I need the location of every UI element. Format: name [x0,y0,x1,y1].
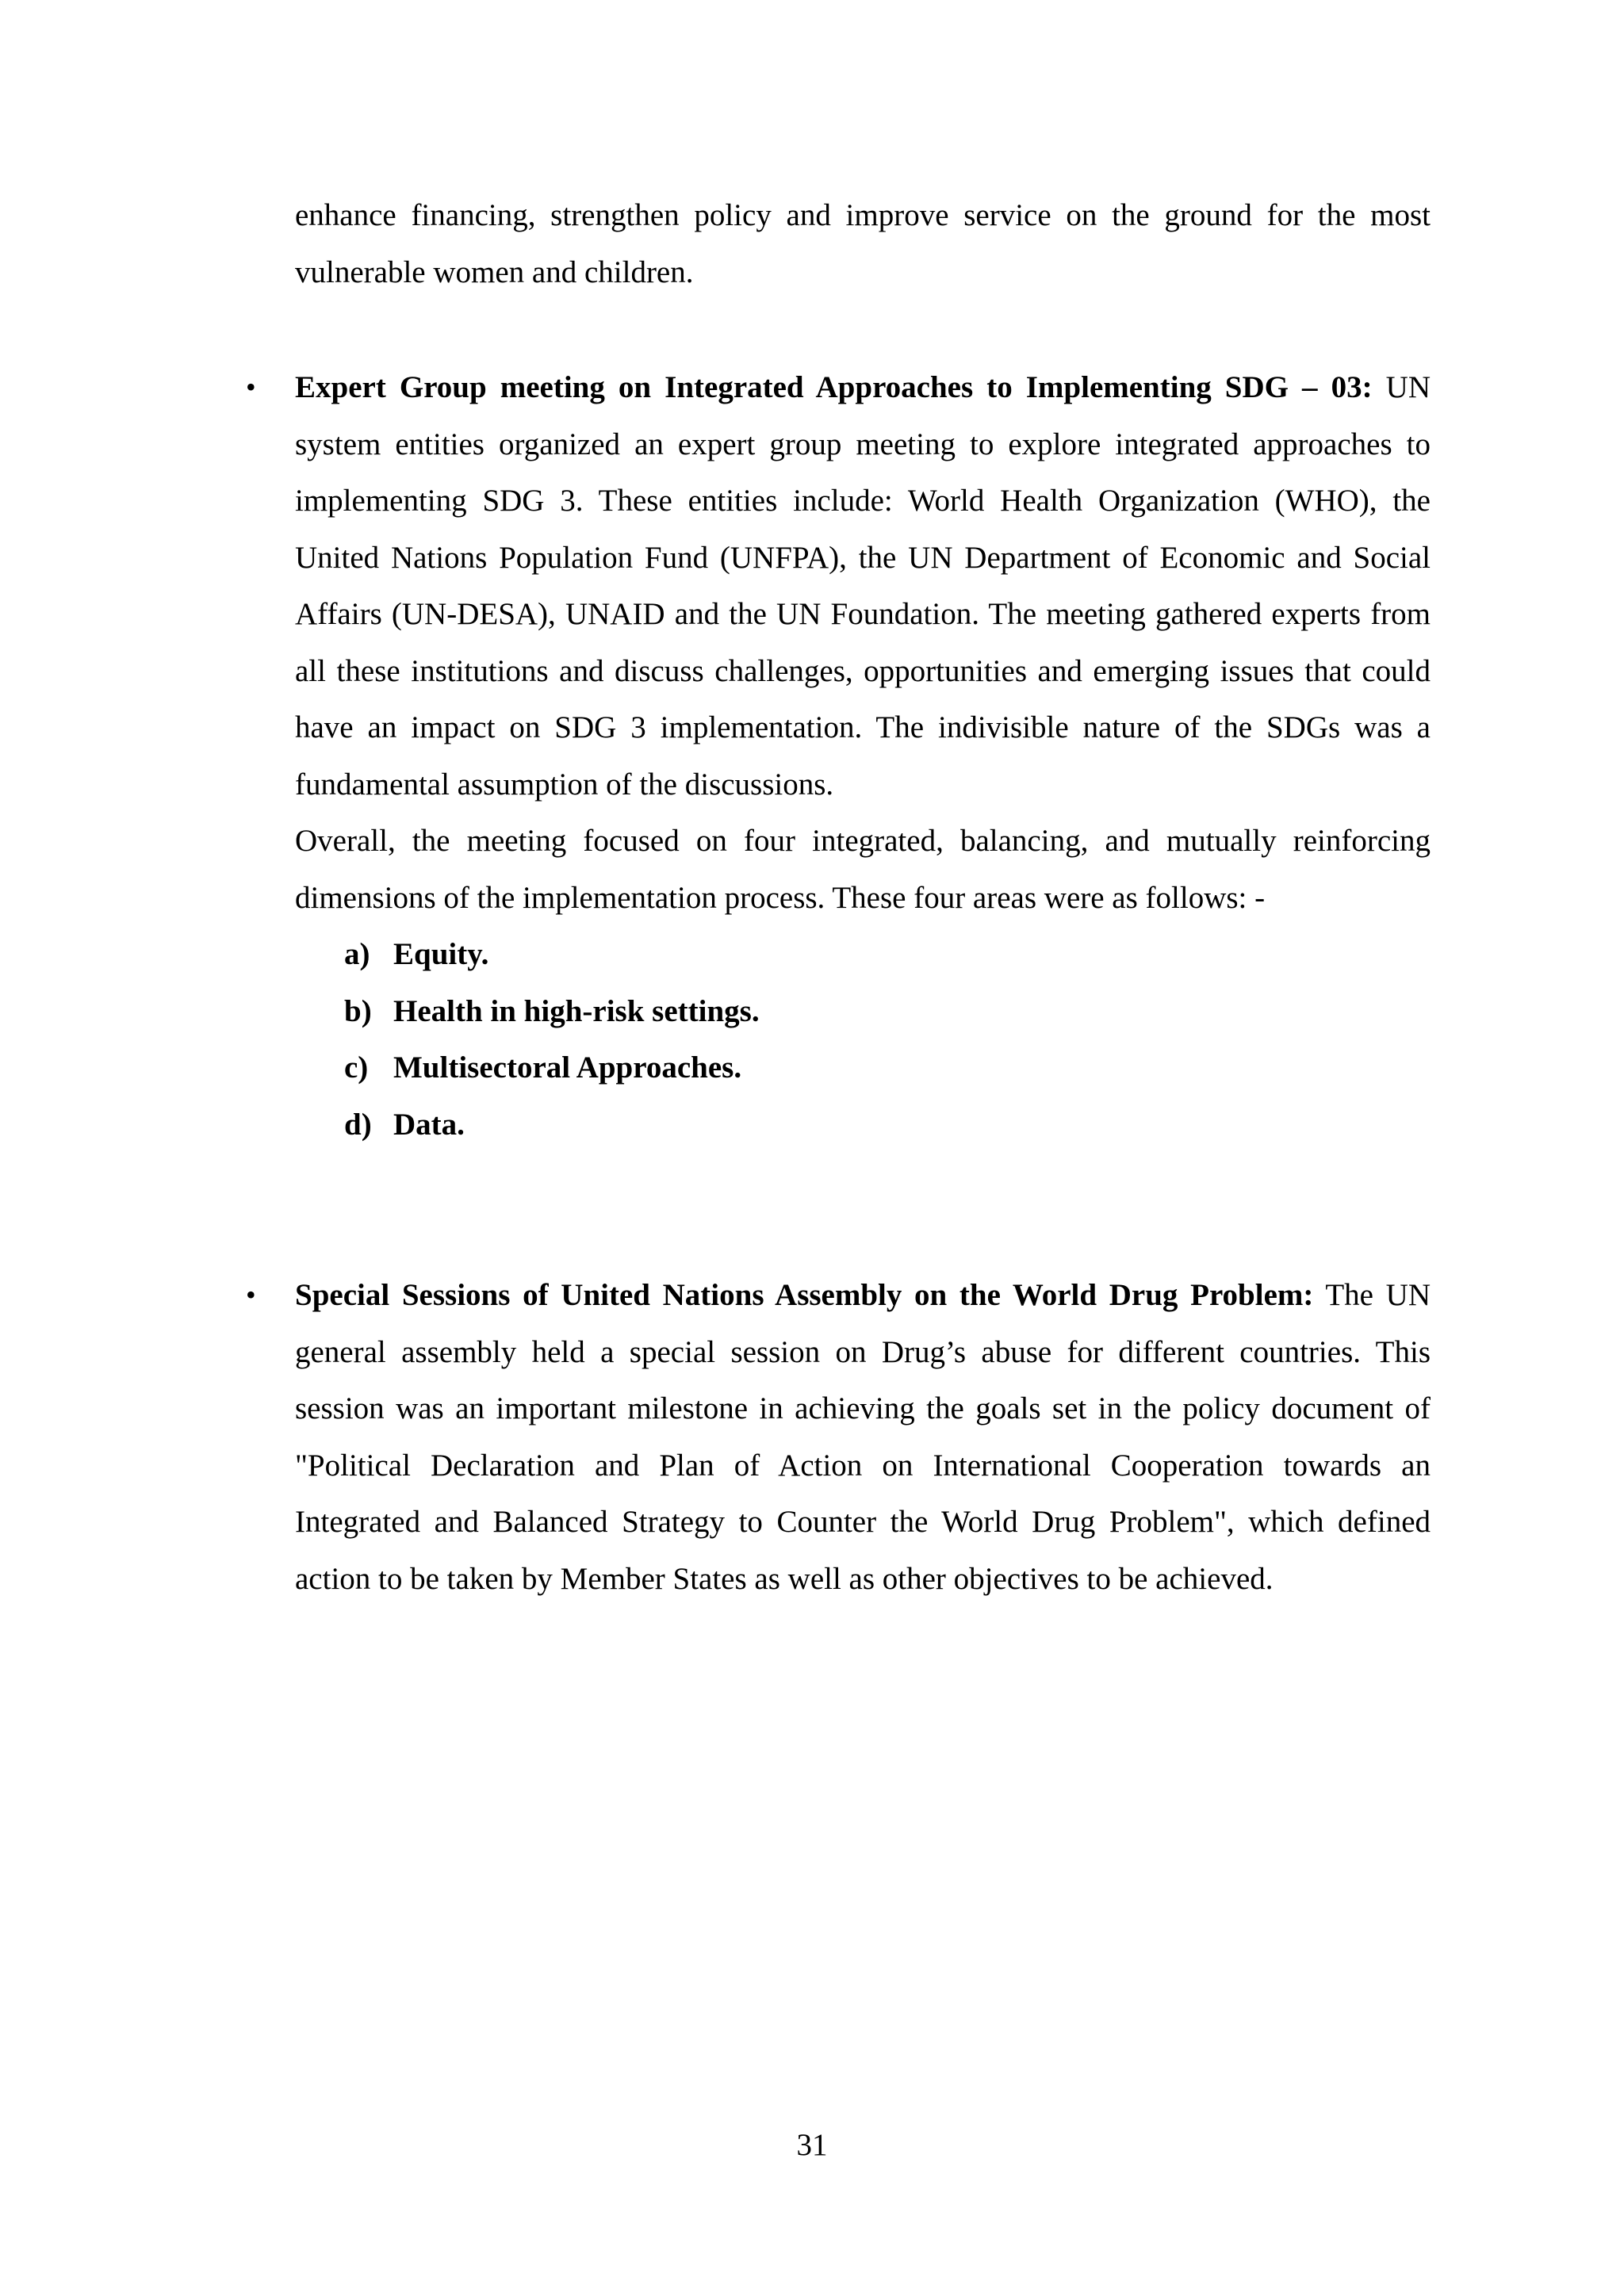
continuation-paragraph: enhance financing, strengthen policy and improve service on the ground for the most vulnerable women and children. [295,198,1431,289]
focus-areas-list [295,926,1431,1153]
bullet-icon: • [246,1279,256,1311]
list-item [344,1039,1431,1096]
list-marker: d) [344,1107,372,1142]
list-item [344,926,1431,983]
bullet-paragraph [295,1267,1431,1607]
list-item-text: Data. [393,1107,465,1142]
list-item-text: Health in high-risk settings. [393,993,760,1028]
section-spacer [295,1153,1431,1267]
bullet-expert-group-meeting [246,359,1431,1153]
list-item [344,1096,1431,1154]
bullet-special-sessions [246,1267,1431,1607]
page-number: 31 [796,2128,828,2162]
list-item-text: Equity. [393,937,489,971]
page-content [246,187,1431,1607]
list-item [344,983,1431,1040]
list-marker: c) [344,1050,369,1085]
bullet-paragraph [295,359,1431,813]
bullet-body: The UN general assembly held a special session on Drug’s abuse for different countries. This session was an important milestone in achieving the goals set in the policy document of "Political Declaration and Plan of Action on International Cooperation towards an Integrated and Balanced Strategy to Counter the World Drug Problem", which defined action to be taken by Member States as well as other objectives to be achieved. [295,1278,1431,1596]
bullet-icon: • [246,371,256,403]
bullet-body: UN system entities organized an expert group meeting to explore integrated approaches to implementing SDG 3. These entities include: World Health Organization (WHO), the United Nations Population Fund (UNFPA), the UN Department of Economic and Social Affairs (UN-DESA), UNAID and the UN Foundation. The meeting gathered experts from all these institutions and discuss challenges, opportunities and emerging issues that could have an impact on SDG 3 implementation. The indivisible nature of the SDGs was a fundamental assumption of the discussions. [295,370,1431,802]
bullet-heading: Special Sessions of United Nations Assembly on the World Drug Problem: [295,1278,1314,1312]
list-marker: a) [344,937,370,971]
list-marker: b) [344,993,372,1028]
bullet-heading: Expert Group meeting on Integrated Approaches to Implementing SDG – 03: [295,370,1373,404]
bullet-paragraph-continued: Overall, the meeting focused on four integrated, balancing, and mutually reinforcing dimensions of the implementation process. These four areas were as follows: - [295,824,1431,915]
list-item-text: Multisectoral Approaches. [393,1050,742,1085]
